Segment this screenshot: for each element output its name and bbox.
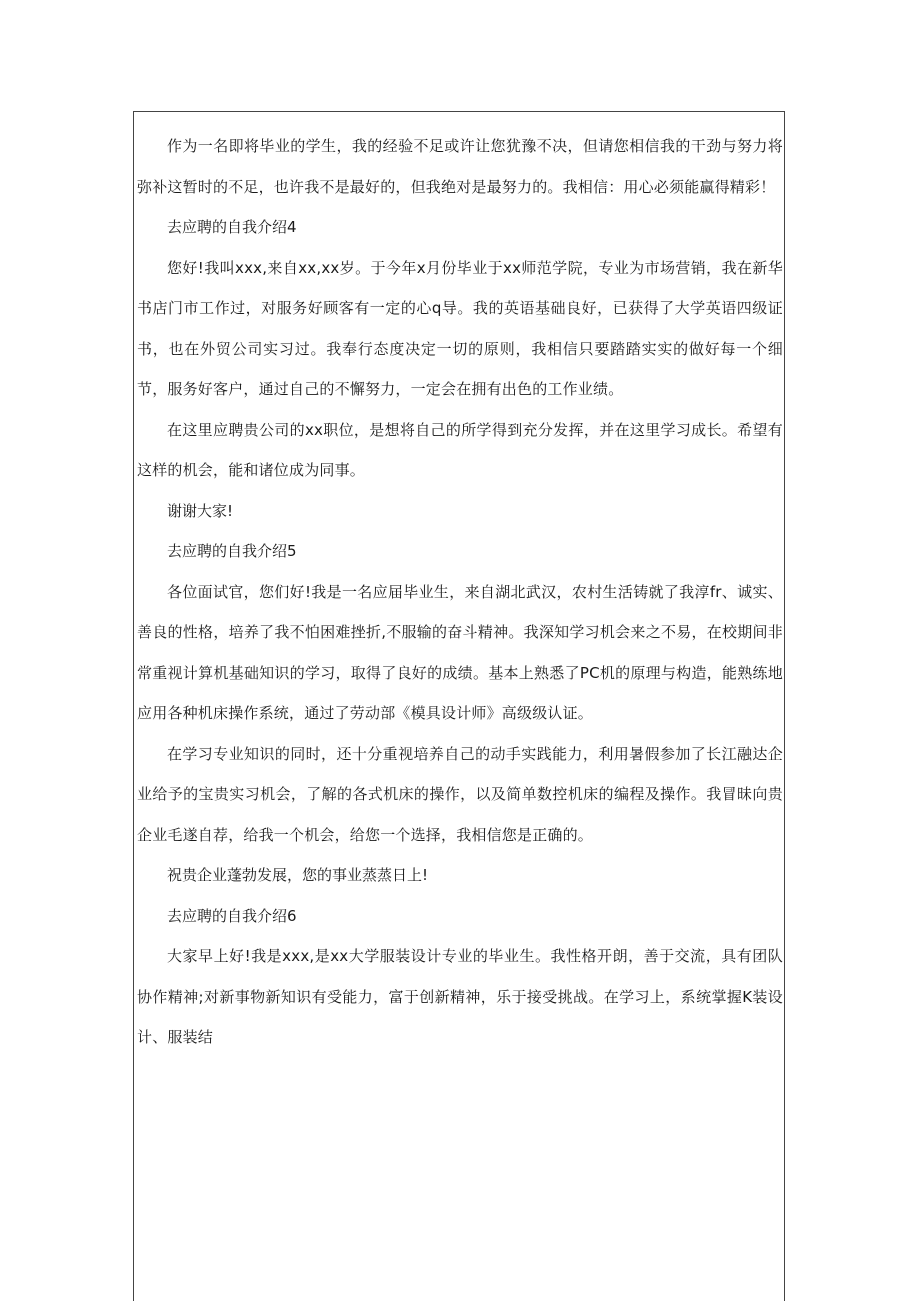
paragraph-practice-5: 在学习专业知识的同时，还十分重视培养自己的动手实践能力，利用暑假参加了长江融达企业给予的宝贵实习机会，了解的各式机床的操作，以及简单数控机床的编程及操作。我冒昧向贵企业毛遂自荐，给我一个机会，给您一个选择，我相信您是正确的。 xyxy=(137,744,783,844)
section-heading-5: 去应聘的自我介绍5 xyxy=(167,542,297,560)
section-heading-6: 去应聘的自我介绍6 xyxy=(167,906,297,925)
paragraph-position-4: 在这里应聘贵公司的xx职位，是想将自己的所学得到充分发挥，并在这里学习成长。希望有这样的机会，能和诸位成为同事。 xyxy=(137,420,783,479)
document-body xyxy=(137,126,783,1058)
paragraph-intro-4: 您好!我叫xxx,来自xx,xx岁。于今年x月份毕业于xx师范学院，专业为市场营销，我在新华书店门市工作过，对服务好顾客有一定的心q导。我的英语基础良好，已获得了大学英语四级证书，也在外贸公司实习过。我奉行态度决定一切的原则，我相信只要踏踏实实的做好每一个细节，服务好客户，通过自己的不懈努力，一定会在拥有出色的工作业绩。 xyxy=(137,258,783,398)
wishes-line: 祝贵企业蓬勃发展，您的事业蒸蒸日上! xyxy=(167,866,429,884)
thanks-line: 谢谢大家! xyxy=(167,501,234,520)
paragraph-intro-6: 大家早上好!我是xxx,是xx大学服装设计专业的毕业生。我性格开朗，善于交流，具有团队协作精神;对新事物新知识有受能力，富于创新精神，乐于接受挑战。在学习上，系统掌握K装设计、服装结 xyxy=(137,947,783,1046)
section-heading-4: 去应聘的自我介绍4 xyxy=(167,218,297,236)
paragraph-closing-statement: 作为一名即将毕业的学生，我的经验不足或许让您犹豫不决，但请您相信我的干劲与努力将弥补这暂时的不足，也许我不是最好的，但我绝对是最努力的。我相信：用心必须能赢得精彩！ xyxy=(137,137,783,196)
paragraph-intro-5: 各位面试官，您们好!我是一名应届毕业生，来自湖北武汉，农村生活铸就了我淳fr、诚实、善良的性格，培养了我不怕困难挫折,不服输的奋斗精神。我深知学习机会来之不易，在校期间非常重视计算机基础知识的学习，取得了良好的成绩。基本上熟悉了PC机的原理与构造，能熟练地应用各种机床操作系统，通过了劳动部《模具设计师》高级级认证。 xyxy=(137,582,783,722)
